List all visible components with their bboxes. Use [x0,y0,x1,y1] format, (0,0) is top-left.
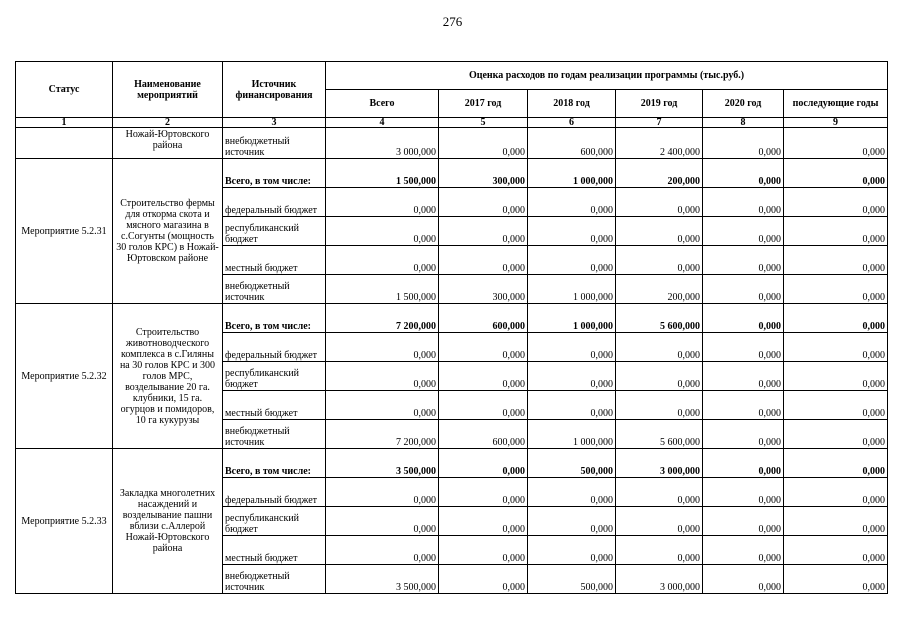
status-cell [16,128,113,159]
col-number: 1 [16,118,113,128]
header-status: Статус [16,62,113,118]
value-cell: 0,000 [439,333,528,362]
table-row [16,304,888,333]
value-cell: 3 000,000 [326,128,439,159]
header-year-total: Всего [326,90,439,118]
value-cell: 0,000 [784,275,888,304]
budget-table [15,61,888,594]
value-cell: 500,000 [528,565,616,594]
value-cell: 0,000 [616,536,703,565]
source-cell: местный бюджет [223,246,326,275]
value-cell: 300,000 [439,159,528,188]
value-cell: 0,000 [439,507,528,536]
value-cell: 0,000 [616,217,703,246]
value-cell: 0,000 [326,362,439,391]
source-cell: республиканский бюджет [223,217,326,246]
value-cell: 0,000 [784,188,888,217]
value-cell: 0,000 [616,391,703,420]
value-cell: 0,000 [439,391,528,420]
table-row [16,128,888,159]
measure-name-cut: Ножай-Юртовского [125,129,210,140]
col-number: 7 [616,118,703,128]
value-cell: 1 500,000 [326,159,439,188]
value-cell: 0,000 [326,246,439,275]
source-cell: внебюджетный источник [223,128,326,159]
source-cell: местный бюджет [223,391,326,420]
table-row [16,159,888,188]
col-number: 6 [528,118,616,128]
page-number: 276 [442,14,463,29]
value-cell: 0,000 [616,362,703,391]
value-cell: 3 000,000 [616,565,703,594]
value-cell: 0,000 [784,536,888,565]
value-cell: 0,000 [784,391,888,420]
value-cell: 0,000 [439,565,528,594]
value-cell: 0,000 [703,449,784,478]
col-number: 5 [439,118,528,128]
value-cell: 0,000 [784,217,888,246]
header-year-2019: 2019 год [616,90,703,118]
status-cell: Мероприятие 5.2.32 [16,304,113,449]
header-year-2017: 2017 год [439,90,528,118]
value-cell: 0,000 [528,188,616,217]
value-cell: 0,000 [616,507,703,536]
source-cell: внебюджетный источник [223,420,326,449]
value-cell: 0,000 [703,246,784,275]
value-cell: 0,000 [326,217,439,246]
header-source: Источник финансирования [223,62,326,118]
value-cell: 7 200,000 [326,420,439,449]
header-year-2020: 2020 год [703,90,784,118]
value-cell: 0,000 [703,536,784,565]
value-cell: 0,000 [326,188,439,217]
value-cell: 0,000 [784,420,888,449]
value-cell: 0,000 [326,507,439,536]
col-number: 9 [784,118,888,128]
source-cell: республиканский бюджет [223,362,326,391]
value-cell: 2 400,000 [616,128,703,159]
value-cell: 0,000 [528,478,616,507]
value-cell: 600,000 [439,420,528,449]
measure-name: Строительство животноводческого комплекса в с.Гиляны на 30 голов КРС и 300 голов МРС, возделывание 20 га. клубники, 15 га. огурцов и помидоров, 10 га кукурузы [113,304,223,449]
measure-name: Закладка многолетних насаждений и возделывание пашни вблизи с.Аллерой Ножай-Юртовского района [113,449,223,594]
value-cell: 3 500,000 [326,565,439,594]
col-number: 8 [703,118,784,128]
source-cell: внебюджетный источник [223,565,326,594]
measure-name: Строительство фермы для откорма скота и мясного магазина в с.Согунты (мощность 30 голов КРС) в Ножай-Юртовском районе [113,159,223,304]
source-cell: местный бюджет [223,536,326,565]
value-cell: 0,000 [703,333,784,362]
value-cell: 0,000 [326,333,439,362]
value-cell: 0,000 [439,449,528,478]
value-cell: 200,000 [616,275,703,304]
measure-name-tail: района [152,140,183,151]
value-cell: 0,000 [528,507,616,536]
value-cell: 0,000 [703,391,784,420]
table-row [16,449,888,478]
value-cell: 3 500,000 [326,449,439,478]
value-cell: 0,000 [703,159,784,188]
value-cell: 0,000 [703,275,784,304]
value-cell: 0,000 [703,128,784,159]
value-cell: 1 000,000 [528,159,616,188]
header-year-2018: 2018 год [528,90,616,118]
value-cell: 0,000 [528,246,616,275]
value-cell: 0,000 [784,246,888,275]
value-cell: 0,000 [784,304,888,333]
value-cell: 0,000 [784,159,888,188]
col-number: 4 [326,118,439,128]
source-cell: республиканский бюджет [223,507,326,536]
value-cell: 0,000 [703,420,784,449]
value-cell: 0,000 [439,128,528,159]
status-cell: Мероприятие 5.2.33 [16,449,113,594]
value-cell: 0,000 [326,478,439,507]
header-estimate: Оценка расходов по годам реализации программы (тыс.руб.) [326,62,888,90]
value-cell: 0,000 [784,449,888,478]
measure-name [113,128,223,159]
value-cell: 0,000 [703,217,784,246]
source-cell: федеральный бюджет [223,333,326,362]
value-cell: 5 600,000 [616,420,703,449]
source-cell: Всего, в том числе: [223,159,326,188]
value-cell: 0,000 [616,246,703,275]
value-cell: 600,000 [528,128,616,159]
value-cell: 0,000 [784,362,888,391]
value-cell: 1 000,000 [528,420,616,449]
value-cell: 200,000 [616,159,703,188]
value-cell: 0,000 [703,188,784,217]
value-cell: 0,000 [439,362,528,391]
value-cell: 0,000 [528,536,616,565]
value-cell: 0,000 [784,333,888,362]
source-cell: внебюджетный источник [223,275,326,304]
value-cell: 0,000 [703,362,784,391]
value-cell: 1 000,000 [528,304,616,333]
value-cell: 3 000,000 [616,449,703,478]
header-year-later: последующие годы [784,90,888,118]
value-cell: 0,000 [528,217,616,246]
value-cell: 0,000 [784,565,888,594]
value-cell: 0,000 [703,304,784,333]
source-cell: Всего, в том числе: [223,304,326,333]
value-cell: 0,000 [616,188,703,217]
value-cell: 0,000 [439,246,528,275]
source-cell: федеральный бюджет [223,188,326,217]
value-cell: 0,000 [326,536,439,565]
value-cell: 0,000 [528,333,616,362]
value-cell: 0,000 [326,391,439,420]
value-cell: 500,000 [528,449,616,478]
source-cell: федеральный бюджет [223,478,326,507]
value-cell: 0,000 [528,391,616,420]
value-cell: 0,000 [439,188,528,217]
value-cell: 5 600,000 [616,304,703,333]
value-cell: 0,000 [616,478,703,507]
status-cell: Мероприятие 5.2.31 [16,159,113,304]
value-cell: 0,000 [439,536,528,565]
value-cell: 0,000 [784,128,888,159]
value-cell: 0,000 [528,362,616,391]
value-cell: 0,000 [784,478,888,507]
source-cell: Всего, в том числе: [223,449,326,478]
value-cell: 1 500,000 [326,275,439,304]
value-cell: 0,000 [703,478,784,507]
header-name: Наименование мероприятий [113,62,223,118]
value-cell: 7 200,000 [326,304,439,333]
value-cell: 1 000,000 [528,275,616,304]
value-cell: 0,000 [703,565,784,594]
value-cell: 300,000 [439,275,528,304]
value-cell: 600,000 [439,304,528,333]
value-cell: 0,000 [784,507,888,536]
col-number: 3 [223,118,326,128]
value-cell: 0,000 [439,217,528,246]
value-cell: 0,000 [616,333,703,362]
value-cell: 0,000 [439,478,528,507]
value-cell: 0,000 [703,507,784,536]
col-number: 2 [113,118,223,128]
